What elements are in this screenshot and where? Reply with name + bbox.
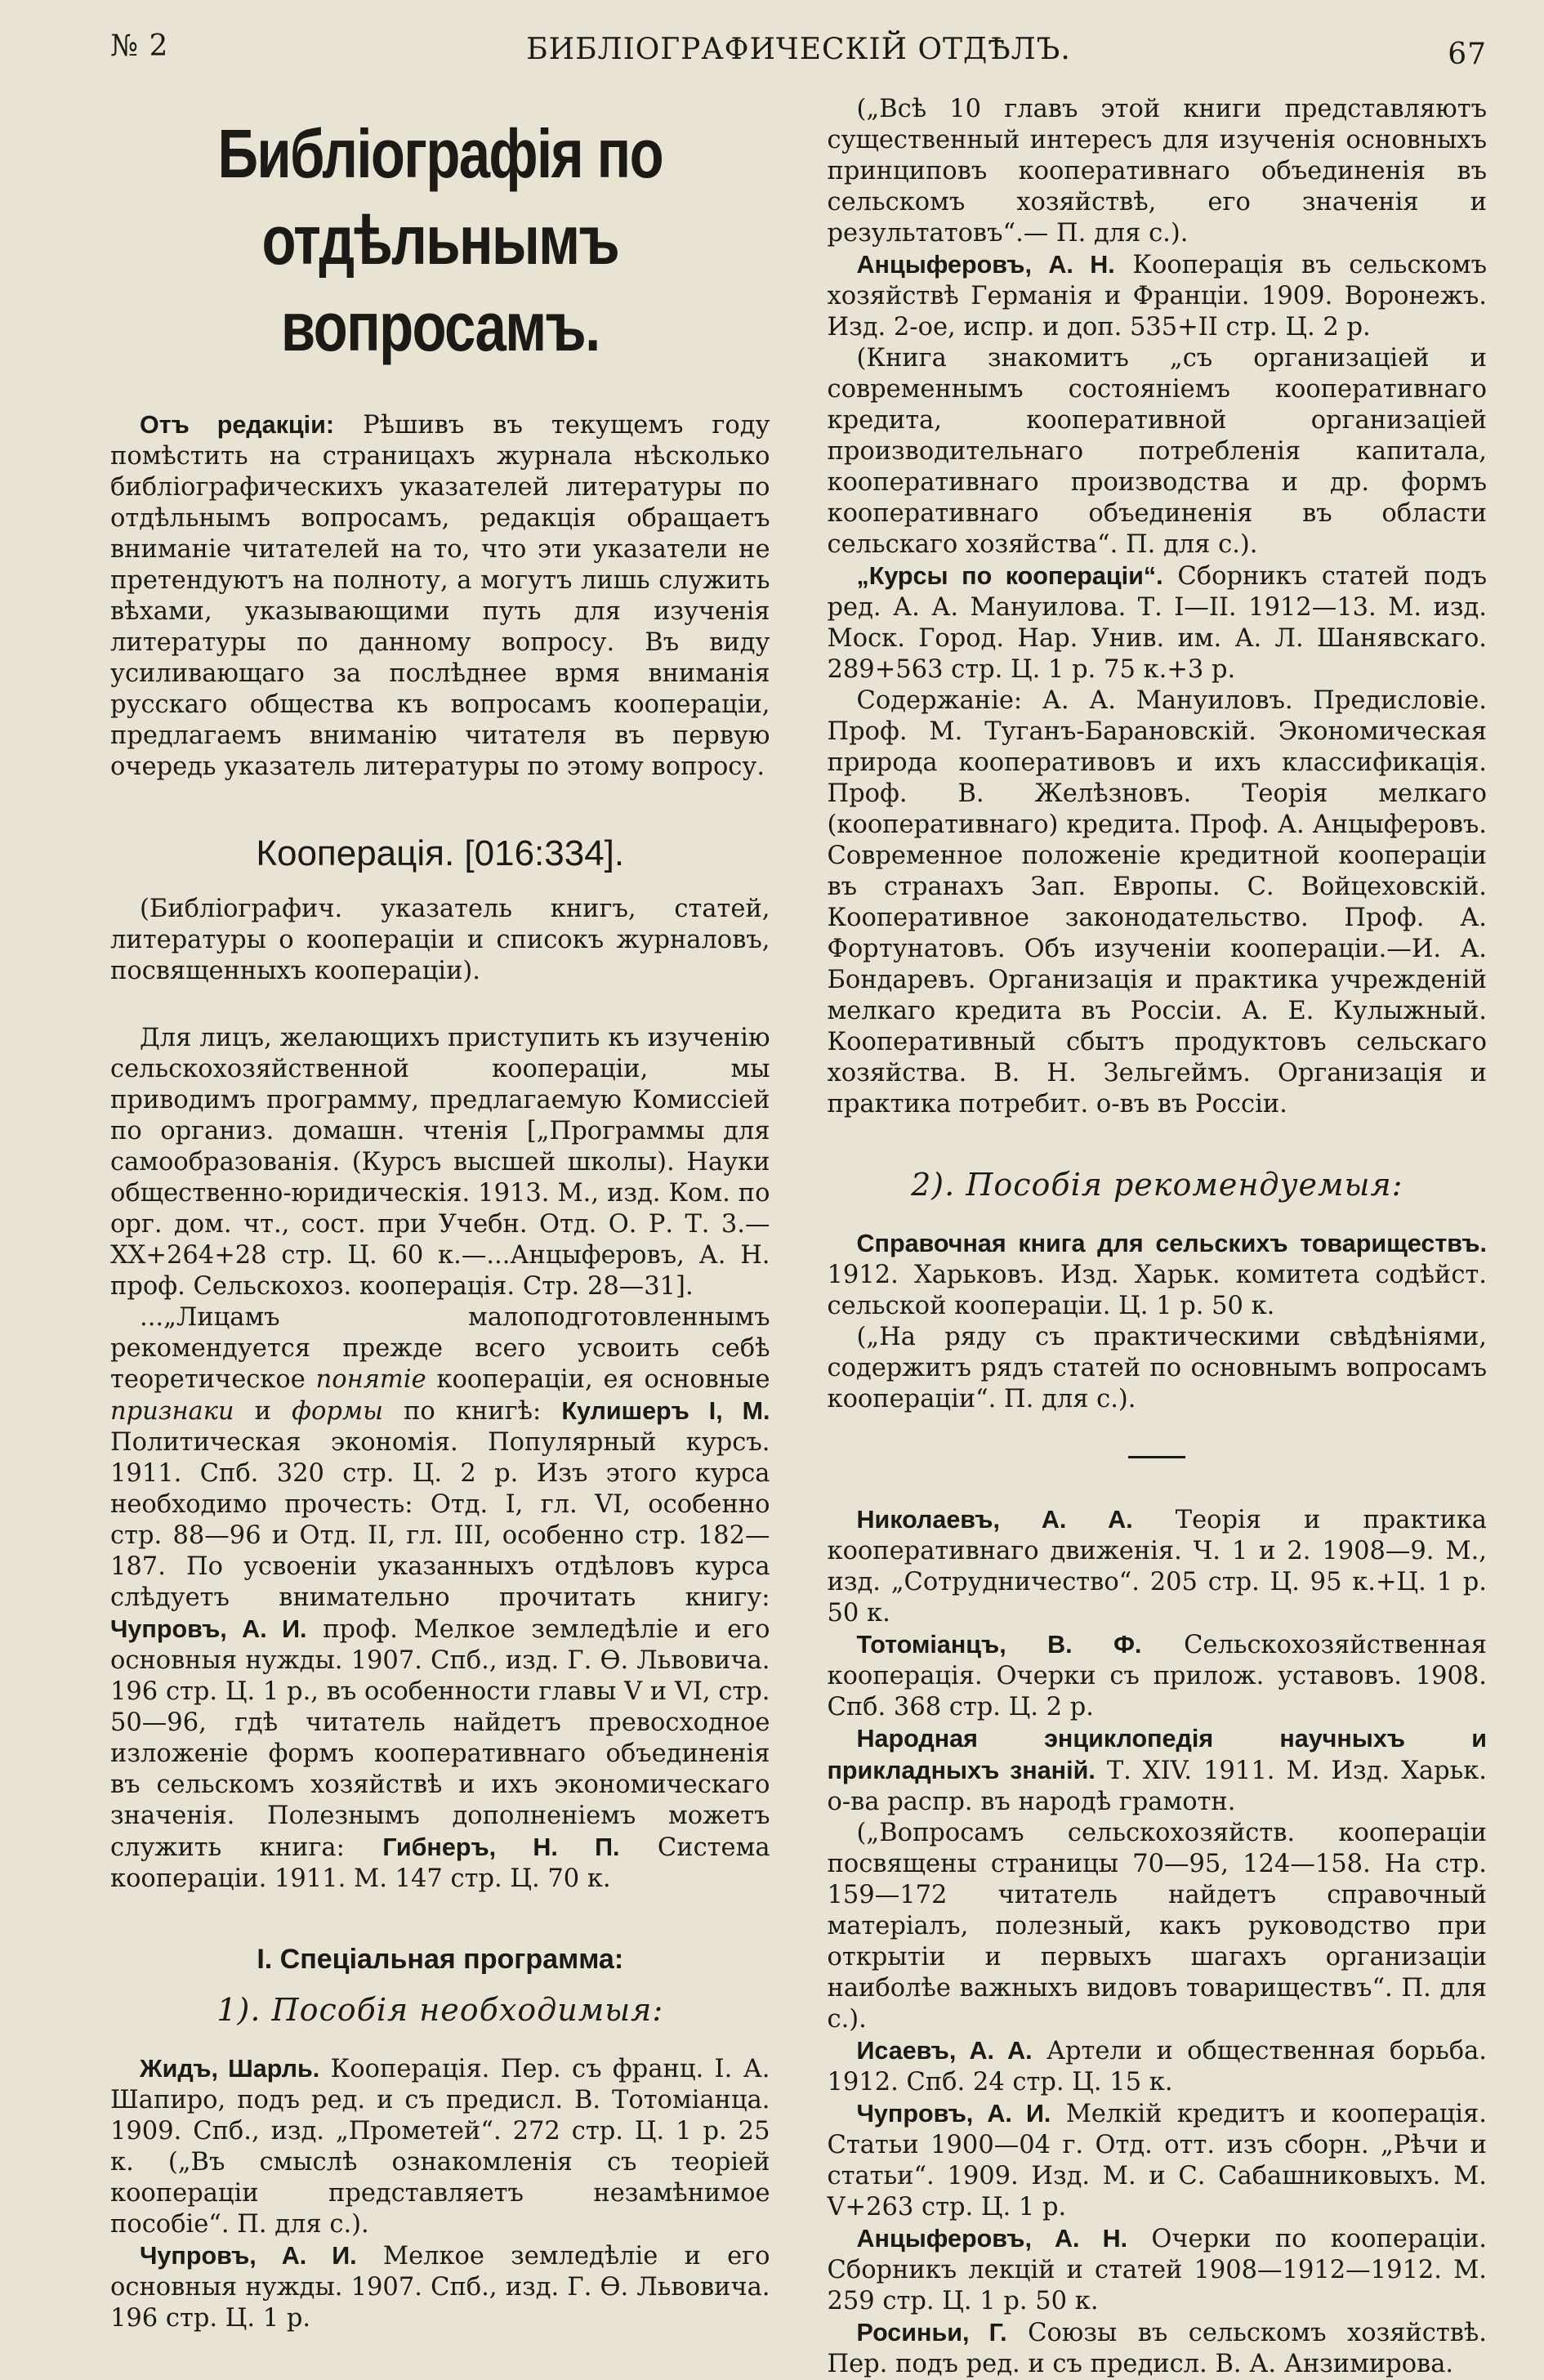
bib-text: Очерки по коопераціи. Сборникъ лекцій и статей 1908—1912—1912. М. 259 стр. Ц. 1 р. 50 к. [827,2225,1488,2315]
page-header [110,25,1487,82]
bib-text: 1912. Харьковъ. Изд. Харьк. комитета содѣйст. сельской коопераціи. Ц. 1 р. 50 к. [827,1261,1487,1320]
bib-author: Николаевъ, А. А. [856,1506,1133,1534]
editorial-note [110,409,770,783]
bib-entry [828,1504,1488,1629]
bib-author: Чупровъ, А. И. [140,2242,357,2270]
bib-entry [828,249,1488,343]
quote-emphasis: понятіе [315,1365,426,1394]
bib-entry [828,2098,1488,2223]
bib-author: Чупровъ, А. И. [856,2100,1051,2128]
bib-text: Т. XIV. 1911. М. Изд. Харьк. о-ва распр. въ народѣ грамотн. [827,1757,1487,1816]
issue-number: № 2 [110,29,169,63]
bib-author: Анцыферовъ, А. Н. [856,251,1115,279]
bib-author: Справочная книга для сельскихъ товариществъ. [856,1230,1487,1257]
bib-entry [110,2053,770,2240]
bib-author: Народная энциклопедія научныхъ и прикладныхъ знаній. [827,1725,1487,1784]
bib-annotation: (Книга знакомитъ „съ организаціей и современнымъ состояніемъ кооперативнаго кредита, кооперативной организаціей производительнаго потребленія капитала, кооперативнаго производства и др. формъ кооперативнаго объединенія въ области сельскаго хозяйства“. П. для с.). [827,344,1487,559]
bib-entry [828,2035,1488,2098]
bib-entry [828,1723,1488,1818]
bib-entry [110,2240,770,2334]
bib-text: Мелкій кредитъ и кооперація. Статьи 1900—04 г. Отд. отт. изъ сборн. „Рѣчи и статьи“. 1909. Изд. М. и С. Сабашниковыхъ. М. V+263 стр. Ц. 1 р. [827,2100,1487,2221]
divider [1128,1456,1185,1458]
quote-text: по книгѣ: [404,1397,542,1426]
article-title: Библіографія по отдѣльнымъ вопросамъ. [217,115,663,365]
bib-entry [828,2223,1488,2317]
running-title: БИБЛІОГРАФИЧЕСКІЙ ОТДѢЛЪ. [526,33,1071,66]
bib-author: Анцыферовъ, А. Н. [856,2225,1128,2253]
bib-text: Сборникъ статей подъ ред. А. А. Мануилова. Т. I—II. 1912—13. М. изд. Моск. Город. Нар. Унив. им. А. Л. Шанявскаго. 289+563 стр. Ц. 1 р. 75 к.+3 р. [827,562,1487,684]
bib-entry [828,1228,1488,1322]
quote-emphasis: признаки [110,1397,234,1426]
needed-heading: 1). Пособія необходимыя: [216,1992,664,2028]
quote-emphasis: формы [292,1397,383,1426]
bib-author: „Курсы по коопераціи“. [856,562,1163,590]
editorial-label: Отъ редакціи: [140,411,335,439]
left-column [110,94,770,2380]
editorial-text: Рѣшивъ въ текущемъ году помѣстить на страницахъ журнала нѣсколько библіографическихъ указателей литературы по отдѣльнымъ вопросамъ, редакція обращаетъ вниманіе читателей на то, что эти указатели не претендуютъ на полноту, а могутъ лишь служить вѣхами, указывающими путь для изученія литературы по данному вопросу. Въ виду усиливающаго за послѣднее врмя вниманія русскаго общества къ вопросамъ коопераціи, предлагаемъ вниманію читателя въ первую очередь указатель литературы по этому вопросу. [110,411,770,781]
intro-paragraph: Для лицъ, желающихъ приступить къ изученію сельскохозяйственной коопераціи, мы приводимъ программу, предлагаемую Комиссіей по организ. домашн. чтенія [„Программы для самообразованія. (Курсъ высшей школы). Науки общественно-юридическія. 1913. М., изд. Ком. по орг. дом. чт., сост. при Учебн. Отд. О. Р. Т. 3.—XX+264+28 стр. Ц. 60 к.—...Анцыферовъ, А. Н. проф. Сельскохоз. кооперація. Стр. 28—31]. [110,1024,770,1301]
bib-text: Артели и общественная борьба. 1912. Спб. 24 стр. Ц. 15 к. [827,2037,1487,2096]
bib-contents: Содержаніе: А. А. Мануиловъ. Предисловіе. Проф. М. Туганъ-Барановскій. Экономическая природа кооперативовъ и ихъ классификація. Проф. В. Желѣзновъ. Теорія мелкаго (кооперативнаго) кредита. Проф. А. Анцыферовъ. Современное положеніе кредитной коопераціи въ странахъ Зап. Европы. С. Войцеховскій. Кооперативное законодательство. Проф. А. Фортунатовъ. Объ изученіи коопераціи.—И. А. Бондаревъ. Организація и практика учрежденій мелкаго кредита въ Россіи. А. Е. Кулыжный. Кооперативный сбытъ продуктовъ сельскаго хозяйства. В. Н. Зельгеймъ. Организація и практика потребит. о-въ въ Россіи. [827,686,1487,1119]
text-columns [110,94,1487,2380]
quote-text: коопераціи, ея основные [436,1365,770,1394]
bib-author: Исаевъ, А. А. [856,2037,1033,2065]
recommended-heading: 2). Пособія рекомендуемыя: [911,1167,1403,1203]
quote-author: Чупровъ, А. И. [110,1615,307,1643]
page-number: 67 [1448,38,1487,71]
right-column [828,94,1488,2380]
bib-text: Кооперація въ сельскомъ хозяйствѣ Германія и Франціи. 1909. Воронежъ. Изд. 2-ое, испр. и доп. 535+II стр. Ц. 2 р. [827,251,1487,342]
bib-annotation: („На ряду съ практическими свѣдѣніями, содержитъ рядъ статей по основнымъ вопросамъ коопераціи“. П. для с.). [827,1323,1487,1413]
quote-author: Кулишеръ І, М. [561,1397,770,1425]
bib-text: Союзы въ сельскомъ хозяйствѣ. Пер. подъ ред. и съ предисл. В. А. Анзимирова. [827,2319,1487,2378]
bib-entry [828,2317,1488,2380]
quote-author: Гибнеръ, Н. П. [382,1833,620,1861]
bib-entry [828,560,1488,685]
quote-text: проф. Мелкое земледѣліе и его основныя нужды. 1907. Спб., изд. Г. Ѳ. Львовича. 196 стр. Ц. 1 р., въ особенности главы V и VI, стр. 50—96, гдѣ читатель найдетъ превосходное изложеніе формъ кооперативнаго объединенія въ сельскомъ хозяйствѣ и ихъ экономическаго значенія. Полезнымъ дополненіемъ можетъ служить книга: [110,1615,770,1862]
bib-entry [828,1629,1488,1723]
section-title: Кооперація. [016:334]. [256,833,625,873]
bib-annotation: („Всѣ 10 главъ этой книги представляютъ существенный интересъ для изученія основныхъ принциповъ кооперативнаго объединенія въ сельскомъ хозяйствѣ, его значенія и результатовъ“.— П. для с.). [827,95,1487,248]
bib-author: Жидъ, Шарль. [140,2055,320,2083]
quote-text: Система коопераціи. 1911. М. 147 стр. Ц. 70 к. [110,1833,770,1893]
bib-text: Сельскохозяйственная кооперація. Очерки съ прилож. уставовъ. 1908. Спб. 368 стр. Ц. 2 р. [827,1631,1487,1721]
bib-text: Теорія и практика кооперативнаго движенія. Ч. 1 и 2. 1908—9. М., изд. „Сотрудничество“. 205 стр. Ц. 95 к.+Ц. 1 р. 50 к. [827,1506,1487,1628]
bib-annotation: („Вопросамъ сельскохозяйств. коопераціи посвящены страницы 70—95, 124—158. На стр. 159—172 читатель найдетъ справочный матеріалъ, полезный, какъ руководство при открытіи и первыхъ шагахъ организаціи наиболѣе важныхъ видовъ товариществъ“. П. для с.). [827,1819,1487,2034]
bib-text: Мелкое земледѣліе и его основныя нужды. 1907. Спб., изд. Г. Ѳ. Львовича. 196 стр. Ц. 1 р. [110,2242,770,2333]
section-note: (Библіографич. указатель книгъ, статей, литературы о коопераціи и списокъ журналовъ, посвященныхъ коопераціи). [110,895,770,985]
quote-text: и [254,1397,272,1426]
program-quote [110,1302,770,1895]
quote-text: Политическая экономія. Популярный курсъ. 1911. Спб. 320 стр. Ц. 2 р. Изъ этого курса необходимо прочесть: Отд. I, гл. VI, особенно стр. 88—96 и Отд. II, гл. III, особенно стр. 182—187. По усвоеніи указанныхъ отдѣловъ курса слѣдуетъ внимательно прочитать книгу: [110,1428,770,1612]
bib-author: Росиньи, Г. [856,2319,1007,2347]
bib-author: Тотоміанцъ, В. Ф. [856,1631,1142,1659]
bib-text: Кооперація. Пер. съ франц. І. А. Шапиро, подъ ред. и съ предисл. В. Тотоміанца. 1909. Спб., изд. „Прометей“. 272 стр. Ц. 1 р. 25 к. („Въ смыслѣ ознакомленія съ теоріей коопераціи представляетъ незамѣнимое пособіе“. П. для с.). [110,2055,770,2239]
program-heading: I. Спеціальная программа: [257,1944,624,1975]
quote-text: ...„Лицамъ малоподготовленнымъ рекомендуется прежде всего усвоить себѣ теоретическое [110,1303,770,1394]
